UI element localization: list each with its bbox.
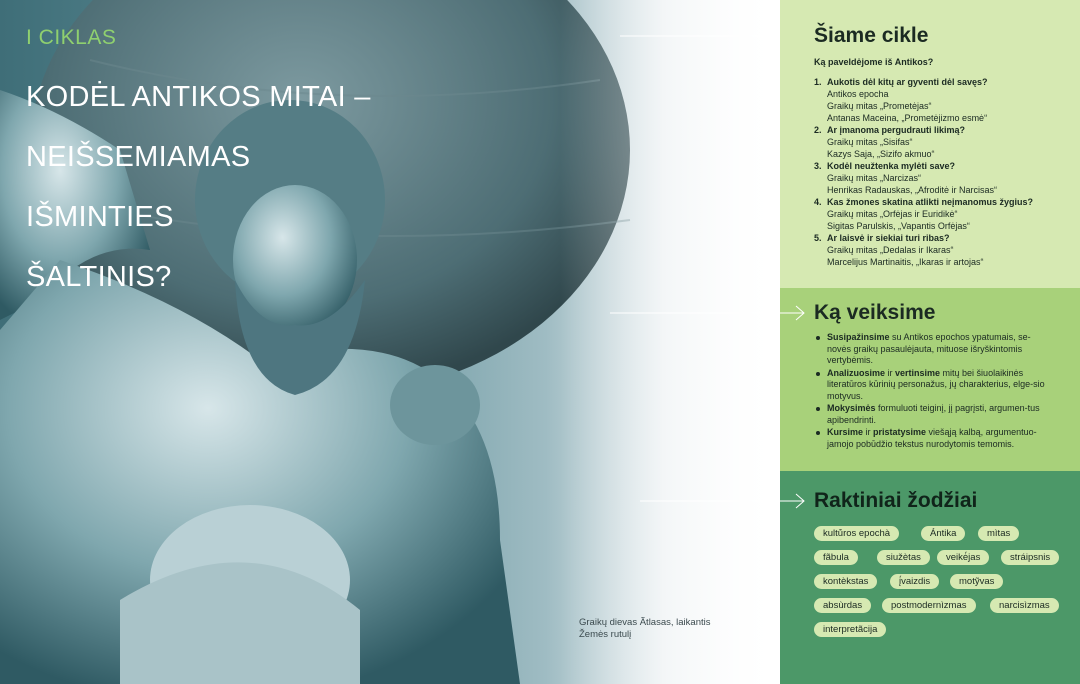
list-item: [814, 160, 1074, 196]
item-line: Kazys Saja, „Sizifo akmuo“: [827, 149, 935, 159]
arrow-icon: [640, 493, 810, 509]
keyword-tag: kontèkstas: [814, 574, 877, 589]
item-line: Antikos epocha: [827, 89, 889, 99]
item-text: ir: [885, 367, 896, 378]
item-line: Graikų mitas „Orfėjas ir Euridikė“: [827, 209, 958, 219]
keyword-tag: fãbula: [814, 550, 858, 565]
item-number: 5.: [814, 233, 822, 243]
keyword-tag: veikė́jas: [937, 550, 989, 565]
list-item: [814, 403, 1054, 426]
cycle-list: [814, 76, 1074, 268]
bold-text: Kursime: [827, 427, 864, 437]
title-line: ŠALTINIS?: [26, 261, 172, 293]
item-line: Henrikas Radauskas, „Afroditė ir Narcisas“: [827, 185, 998, 195]
activities-heading: Ką veiksime: [814, 301, 936, 324]
cycle-heading: Šiame cikle: [814, 24, 929, 47]
item-line: Graikų mitas „Dedalas ir Ikaras“: [827, 245, 954, 255]
item-line: Marcelijus Martinaitis, „Ikaras ir artojas“: [827, 257, 984, 267]
keyword-tag: motỹvas: [950, 574, 1003, 589]
keyword-tag: Ántika: [921, 526, 965, 541]
item-text: su Antikos epochos ypatumais, se-novės graikų pasaulėjauta, mituose išryškintomis vertybėmis.: [827, 332, 1031, 365]
item-text: viešąją kalbą, argumentuo-jamojo pobūdžio tekstus nurodytomis temomis.: [827, 427, 1037, 449]
list-item: [814, 427, 1054, 450]
title-line: IŠMINTIES: [26, 201, 174, 233]
list-item: [814, 332, 1054, 367]
keyword-tag: kultū́ros epochà: [814, 526, 899, 541]
list-item: [814, 196, 1074, 232]
image-caption: Graikų dievas Ãtlasas, laikantis Žemės rutulį: [579, 617, 711, 640]
bold-text: vertinsime: [895, 367, 941, 378]
item-number: 2.: [814, 125, 822, 135]
item-title: Aukotis dėl kitų ar gyventi dėl savęs?: [827, 77, 988, 87]
keyword-tag: mìtas: [978, 526, 1019, 541]
item-number: 3.: [814, 161, 822, 171]
bold-text: Analizuosime: [827, 367, 886, 378]
cycle-subheading: Ką paveldėjome iš Antikos?: [814, 57, 934, 67]
bold-text: Mokysimės: [827, 403, 876, 413]
keyword-tag: į́vaizdis: [890, 574, 939, 589]
keyword-tag: absùrdas: [814, 598, 871, 613]
item-text: formuluoti teiginį, jį pagrįsti, argumen-tus apibendrinti.: [827, 403, 1040, 425]
item-line: Antanas Maceina, „Prometėjizmo esmė“: [827, 113, 988, 123]
item-line: Graikų mitas „Sisifas“: [827, 137, 913, 147]
chapter-label: I CIKLAS: [26, 26, 117, 49]
list-item: [814, 124, 1074, 160]
page-title: [26, 52, 371, 322]
item-line: Graikų mitas „Prometėjas“: [827, 101, 932, 111]
keyword-tag: interpretãcija: [814, 622, 886, 637]
item-title: Kas žmones skatina atlikti neįmanomus žygius?: [827, 197, 1034, 207]
arrow-icon: [610, 305, 810, 321]
item-title: Ar įmanoma pergudrauti likimą?: [827, 125, 966, 135]
keywords-panel: [780, 471, 1080, 684]
list-item: [814, 368, 1054, 403]
cycle-panel: [780, 0, 1080, 288]
bold-text: pristatysime: [873, 427, 927, 437]
keyword-tag: postmodernìzmas: [882, 598, 976, 613]
activities-panel: [780, 288, 1080, 471]
title-line: NEIŠSEMIAMAS: [26, 141, 251, 173]
item-line: Graikų mitas „Narcizas“: [827, 173, 922, 183]
item-text: ir: [863, 427, 874, 437]
list-item: [814, 232, 1074, 268]
bold-text: Susipažinsime: [827, 332, 890, 342]
keyword-tag: stráipsnis: [1001, 550, 1059, 565]
item-number: 1.: [814, 77, 822, 87]
keywords-heading: Raktiniai žodžiai: [814, 489, 978, 512]
list-item: [814, 76, 1074, 124]
item-title: Ar laisvė ir siekiai turi ribas?: [827, 233, 950, 243]
item-text: mitų bei šiuolaikinės literatūros kūrinių personažus, jų charakterius, elge-sio motyvus.: [827, 367, 1045, 401]
activities-list: [814, 332, 1054, 451]
item-line: Sigitas Parulskis, „Vapantis Orfėjas“: [827, 221, 970, 231]
keyword-tag: siužètas: [877, 550, 930, 565]
title-line: KODĖL ANTIKOS MITAI –: [26, 81, 371, 113]
item-title: Kodėl neužtenka mylėti save?: [827, 161, 956, 171]
keyword-tag: narcisìzmas: [990, 598, 1059, 613]
item-number: 4.: [814, 197, 822, 207]
